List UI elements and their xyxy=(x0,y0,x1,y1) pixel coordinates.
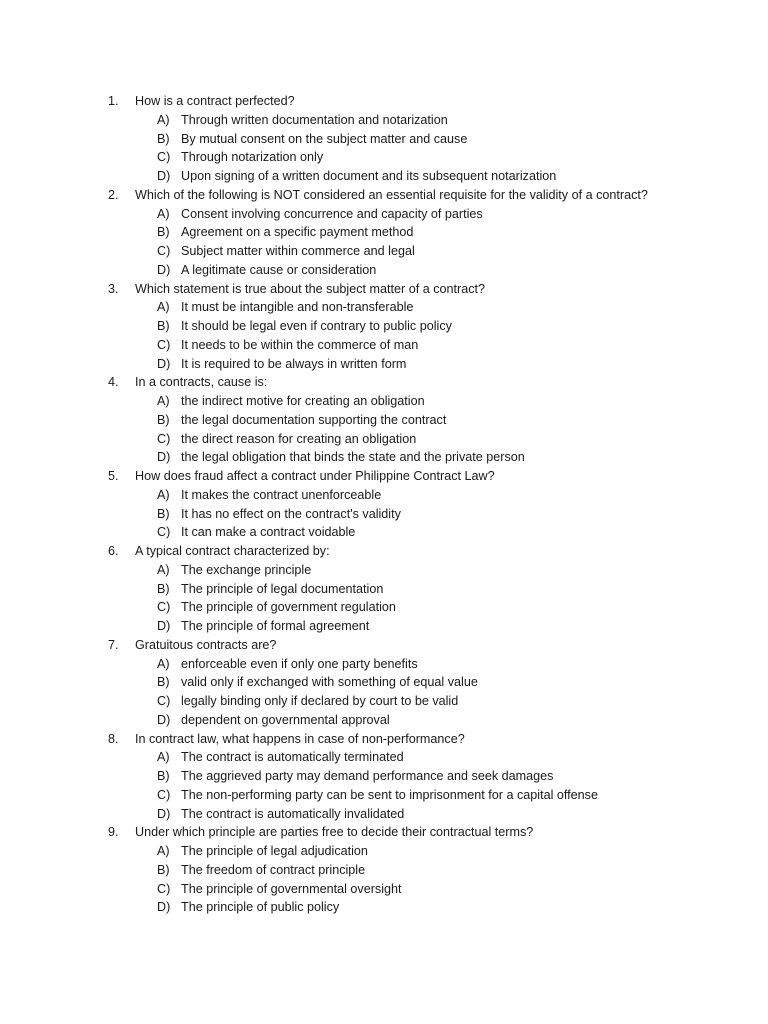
option-text: enforceable even if only one party benefits xyxy=(181,656,418,671)
option-list xyxy=(108,111,728,186)
question-number: 9. xyxy=(108,825,119,840)
question-number: 4. xyxy=(108,375,119,390)
option-letter: A) xyxy=(157,562,170,577)
question-line xyxy=(108,373,728,392)
option-text: the legal obligation that binds the state and the private person xyxy=(181,450,525,465)
option-text: By mutual consent on the subject matter and cause xyxy=(181,131,468,146)
option-letter: C) xyxy=(157,431,171,446)
option-item xyxy=(108,448,728,467)
option-item xyxy=(108,898,728,917)
option-letter: B) xyxy=(157,506,170,521)
option-letter: C) xyxy=(157,525,171,540)
question-item xyxy=(108,373,728,467)
option-text: The contract is automatically invalidated xyxy=(181,806,405,821)
question-line xyxy=(108,186,728,205)
option-text: The principle of legal adjudication xyxy=(181,844,368,858)
option-item xyxy=(108,505,728,524)
question-line xyxy=(108,542,728,561)
option-item xyxy=(108,692,728,711)
option-letter: B) xyxy=(157,581,170,596)
option-letter: C) xyxy=(157,600,171,615)
option-text: Upon signing of a written document and its subsequent notarization xyxy=(181,169,557,183)
option-item xyxy=(108,580,728,599)
option-list xyxy=(108,655,728,730)
option-letter: C) xyxy=(157,150,171,165)
question-line xyxy=(108,280,728,299)
option-item xyxy=(108,111,728,130)
question-text: Under which principle are parties free to decide their contractual terms? xyxy=(135,825,534,840)
option-item xyxy=(108,561,728,580)
option-letter: D) xyxy=(157,450,171,465)
question-number: 6. xyxy=(108,544,119,558)
option-text: It is required to be always in written form xyxy=(181,356,407,371)
option-letter: C) xyxy=(157,337,171,352)
option-letter: D) xyxy=(157,356,171,371)
option-text: The aggrieved party may demand performance and seek damages xyxy=(181,769,554,783)
option-text: It has no effect on the contract's validity xyxy=(181,506,401,521)
option-text: the legal documentation supporting the contract xyxy=(181,412,447,427)
option-letter: B) xyxy=(157,675,170,690)
option-item xyxy=(108,861,728,880)
option-item xyxy=(108,355,728,374)
question-line xyxy=(108,467,728,486)
option-letter: A) xyxy=(157,300,170,315)
option-item xyxy=(108,711,728,730)
option-list xyxy=(108,205,728,280)
question-list xyxy=(108,92,728,917)
question-text: In contract law, what happens in case of non-performance? xyxy=(135,731,465,746)
option-letter: D) xyxy=(157,806,171,821)
option-item xyxy=(108,767,728,786)
question-text: A typical contract characterized by: xyxy=(135,544,330,558)
option-item xyxy=(108,411,728,430)
option-letter: B) xyxy=(157,769,170,783)
question-line xyxy=(108,730,728,749)
option-list xyxy=(108,561,728,636)
option-item xyxy=(108,205,728,224)
option-letter: A) xyxy=(157,394,170,408)
option-text: Through notarization only xyxy=(181,150,324,165)
option-text: The principle of legal documentation xyxy=(181,581,384,596)
option-item xyxy=(108,805,728,824)
option-text: It makes the contract unenforceable xyxy=(181,487,382,502)
option-item xyxy=(108,261,728,280)
option-letter: B) xyxy=(157,862,170,877)
option-text: A legitimate cause or consideration xyxy=(181,262,377,277)
question-item xyxy=(108,92,728,186)
option-letter: C) xyxy=(157,694,171,708)
option-letter: C) xyxy=(157,787,171,802)
question-text: Which statement is true about the subject matter of a contract? xyxy=(135,281,485,296)
option-item xyxy=(108,617,728,636)
option-text: The principle of public policy xyxy=(181,900,340,915)
option-letter: A) xyxy=(157,206,170,221)
option-text: The freedom of contract principle xyxy=(181,862,366,877)
option-item xyxy=(108,842,728,861)
option-letter: D) xyxy=(157,262,171,277)
question-item xyxy=(108,467,728,542)
question-text: How is a contract perfected? xyxy=(135,94,295,108)
question-text: Gratuitous contracts are? xyxy=(135,637,277,652)
question-number: 2. xyxy=(108,187,119,202)
option-text: The contract is automatically terminated xyxy=(181,750,404,765)
question-item xyxy=(108,636,728,730)
option-text: Subject matter within commerce and legal xyxy=(181,244,415,258)
option-item xyxy=(108,598,728,617)
option-item xyxy=(108,223,728,242)
option-item xyxy=(108,392,728,411)
option-text: It can make a contract voidable xyxy=(181,525,356,540)
question-line xyxy=(108,636,728,655)
question-item xyxy=(108,542,728,636)
option-text: Agreement on a specific payment method xyxy=(181,225,414,240)
option-item xyxy=(108,748,728,767)
option-list xyxy=(108,486,728,542)
option-letter: A) xyxy=(157,750,170,765)
option-text: The non-performing party can be sent to imprisonment for a capital offense xyxy=(181,787,598,802)
option-item xyxy=(108,430,728,449)
option-letter: A) xyxy=(157,487,170,502)
option-letter: C) xyxy=(157,244,171,258)
option-item xyxy=(108,523,728,542)
option-letter: D) xyxy=(157,900,171,915)
option-item xyxy=(108,130,728,149)
option-text: the direct reason for creating an obligation xyxy=(181,431,417,446)
option-text: It should be legal even if contrary to public policy xyxy=(181,319,452,333)
option-item xyxy=(108,786,728,805)
option-item xyxy=(108,673,728,692)
option-item xyxy=(108,486,728,505)
question-number: 3. xyxy=(108,281,119,296)
option-letter: D) xyxy=(157,169,171,183)
option-text: Through written documentation and notarization xyxy=(181,112,448,127)
option-text: dependent on governmental approval xyxy=(181,712,390,727)
option-item xyxy=(108,655,728,674)
option-list xyxy=(108,392,728,467)
option-letter: D) xyxy=(157,619,171,633)
option-letter: A) xyxy=(157,656,170,671)
question-text: Which of the following is NOT considered an essential requisite for the validity of a contract? xyxy=(135,187,648,202)
option-text: The exchange principle xyxy=(181,562,312,577)
option-item xyxy=(108,167,728,186)
question-number: 1. xyxy=(108,94,119,108)
option-item xyxy=(108,298,728,317)
option-item xyxy=(108,148,728,167)
option-letter: B) xyxy=(157,319,170,333)
question-number: 7. xyxy=(108,637,119,652)
question-line xyxy=(108,823,728,842)
option-item xyxy=(108,317,728,336)
option-letter: A) xyxy=(157,844,170,858)
option-letter: B) xyxy=(157,131,170,146)
option-text: It needs to be within the commerce of man xyxy=(181,337,419,352)
option-text: legally binding only if declared by court to be valid xyxy=(181,694,459,708)
option-text: Consent involving concurrence and capacity of parties xyxy=(181,206,483,221)
question-line xyxy=(108,92,728,111)
option-text: valid only if exchanged with something of equal value xyxy=(181,675,478,690)
option-item xyxy=(108,336,728,355)
question-item xyxy=(108,186,728,280)
option-text: The principle of governmental oversight xyxy=(181,881,402,896)
option-letter: D) xyxy=(157,712,171,727)
option-list xyxy=(108,298,728,373)
option-letter: C) xyxy=(157,881,171,896)
question-text: How does fraud affect a contract under Philippine Contract Law? xyxy=(135,469,495,483)
question-number: 8. xyxy=(108,731,119,746)
option-letter: B) xyxy=(157,225,170,240)
question-item xyxy=(108,730,728,824)
option-letter: B) xyxy=(157,412,170,427)
option-text: The principle of formal agreement xyxy=(181,619,370,633)
option-text: The principle of government regulation xyxy=(181,600,396,615)
option-list xyxy=(108,842,728,917)
question-item xyxy=(108,280,728,374)
option-item xyxy=(108,242,728,261)
option-item xyxy=(108,880,728,899)
option-list xyxy=(108,748,728,823)
option-text: It must be intangible and non-transferable xyxy=(181,300,414,315)
option-text: the indirect motive for creating an obligation xyxy=(181,394,425,408)
question-item xyxy=(108,823,728,917)
question-text: In a contracts, cause is: xyxy=(135,375,268,390)
question-number: 5. xyxy=(108,469,119,483)
option-letter: A) xyxy=(157,112,170,127)
